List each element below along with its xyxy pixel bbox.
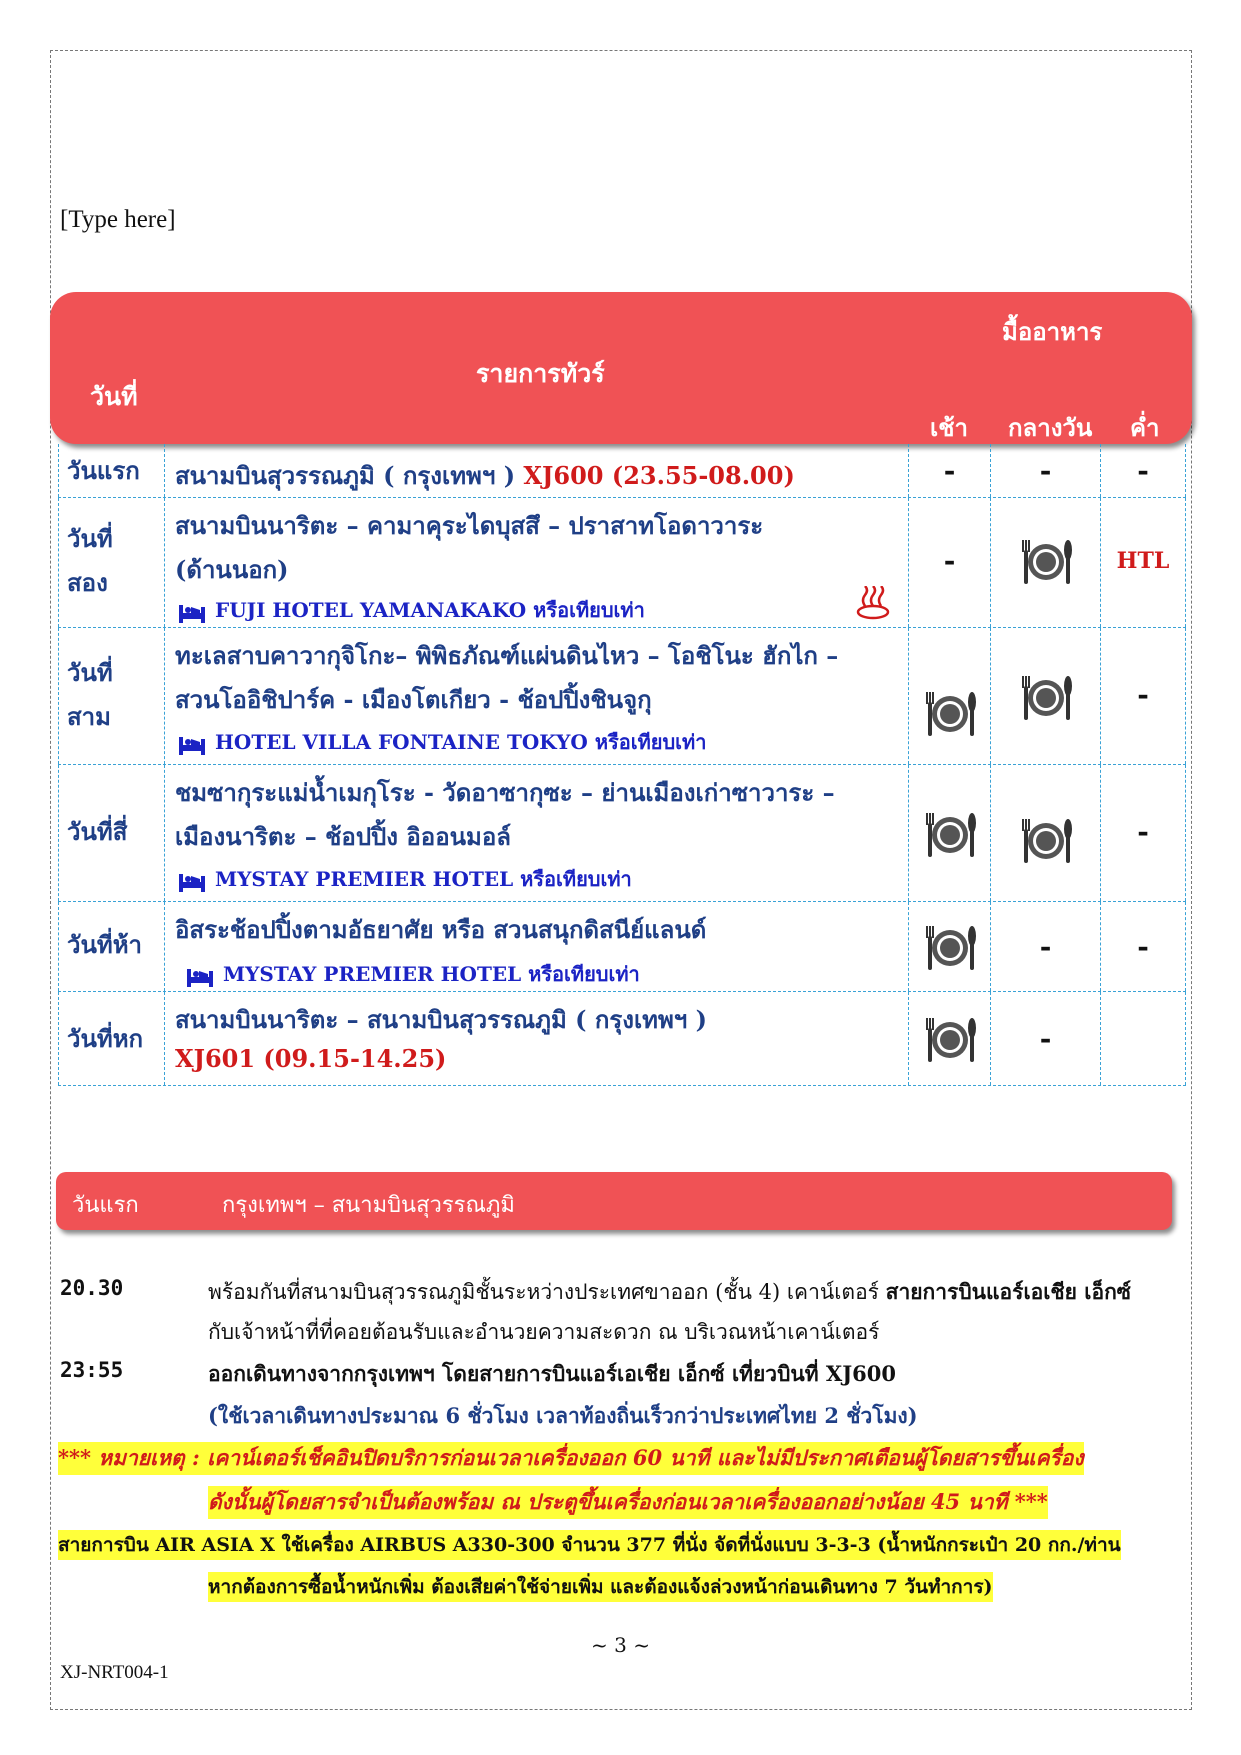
column-header-day: วันที่ <box>90 382 138 411</box>
column-header-lunch: กลางวัน <box>1008 413 1093 442</box>
schedule-time: 20.30 <box>60 1276 124 1300</box>
hotel-text: MYSTAY PREMIER HOTEL หรือเทียบเท่า <box>179 863 632 895</box>
day-label-2: สอง <box>67 568 108 597</box>
bed-icon <box>179 601 205 623</box>
section-day: วันแรก <box>72 1193 139 1218</box>
table-row <box>58 992 1186 1086</box>
header-placeholder[interactable]: [Type here] <box>60 206 176 233</box>
day-section-header <box>56 1172 1172 1230</box>
lunch-value: - <box>1039 454 1052 487</box>
day-label: วันที่สี่ <box>67 817 128 846</box>
meal-icon <box>1020 536 1072 588</box>
table-row <box>58 902 1186 992</box>
meal-icon <box>924 922 976 974</box>
meal-icon <box>924 1014 976 1066</box>
column-header-meals: มื้ออาหาร <box>1002 317 1103 346</box>
schedule-text-2: กับเจ้าหน้าที่ที่คอยต้อนรับและอำนวยความสะดวก ณ บริเวณหน้าเคาน์เตอร์ <box>208 1320 880 1344</box>
table-row <box>58 628 1186 765</box>
program-text-2: เมืองนาริตะ – ช้อปปิ้ง อิออนมอล์ <box>175 822 511 851</box>
program-text-2: สวนโออิชิปาร์ค - เมืองโตเกียว - ช้อปปิ้งชินจูกุ <box>175 685 652 714</box>
lunch-value: - <box>1039 930 1052 963</box>
itinerary-table <box>50 292 1192 1073</box>
meal-icon <box>1020 672 1072 724</box>
page-number: ~ 3 ~ <box>591 1633 650 1657</box>
schedule-text: พร้อมกันที่สนามบินสุวรรณภูมิชั้นระหว่างประเทศขาออก (ชั้น 4) เคาน์เตอร์ สายการบินแอร์เอเชีย เอ็กซ์ <box>208 1279 1132 1304</box>
meal-icon <box>1020 815 1072 867</box>
dinner-value: - <box>1137 930 1149 963</box>
bed-icon <box>187 965 213 987</box>
day-label: วันที่ห้า <box>67 930 142 959</box>
flight-number: XJ600 (23.55-08.00) <box>523 461 795 490</box>
airline-info: สายการบิน AIR ASIA X ใช้เครื่อง AIRBUS A330-300 จำนวน 377 ที่นั่ง จัดที่นั่งแบบ 3-3-3 (น้ำหนักกระเป๋า 20 กก./ท่าน <box>58 1530 1121 1560</box>
airline-info-2: หากต้องการซื้อน้ำหนักเพิ่ม ต้องเสียค่าใช้จ่ายเพิ่ม และต้องแจ้งล่วงหน้าก่อนเดินทาง 7 วันทำการ) <box>208 1572 993 1602</box>
schedule-text: ออกเดินทางจากกรุงเทพฯ โดยสายการบินแอร์เอเชีย เอ็กซ์ เที่ยวบินที่ XJ600 <box>208 1361 896 1386</box>
meal-icon <box>924 809 976 861</box>
hot-spring-icon <box>856 586 890 620</box>
breakfast-value: - <box>943 544 956 577</box>
hotel-text: HOTEL VILLA FONTAINE TOKYO หรือเทียบเท่า <box>179 726 706 758</box>
schedule-time: 23:55 <box>60 1358 124 1382</box>
hotel-text: MYSTAY PREMIER HOTEL หรือเทียบเท่า <box>187 958 640 990</box>
program-text-2: (ด้านนอก) <box>175 555 289 584</box>
day-label: วันแรก <box>67 456 140 485</box>
checkin-note: *** หมายเหตุ : เคาน์เตอร์เช็คอินปิดบริการก่อนเวลาเครื่องออก 60 นาที และไม่มีประกาศเตือนผู้โดยสารขึ้นเครื่อง <box>58 1442 1084 1475</box>
schedule-text-2: (ใช้เวลาเดินทางประมาณ 6 ชั่วโมง เวลาท้องถิ่นเร็วกว่าประเทศไทย 2 ชั่วโมง) <box>208 1403 918 1428</box>
program-text: ทะเลสาบคาวากุจิโกะ– พิพิธภัณฑ์แผ่นดินไหว – โอชิโนะ ฮักไก – <box>175 641 839 670</box>
column-header-dinner: ค่ำ <box>1130 413 1160 442</box>
day-label: วันที่ <box>67 524 113 553</box>
dinner-value: HTL <box>1116 548 1170 574</box>
table-header <box>50 292 1192 444</box>
dinner-value: - <box>1137 454 1149 487</box>
program-text: อิสระช้อปปิ้งตามอัธยาศัย หรือ สวนสนุกดิสนีย์แลนด์ <box>175 915 707 944</box>
breakfast-value: - <box>943 454 956 487</box>
section-title: กรุงเทพฯ – สนามบินสุวรรณภูมิ <box>222 1193 515 1218</box>
program-text: สนามบินนาริตะ – สนามบินสุวรรณภูมิ ( กรุงเทพฯ ) <box>175 1005 707 1034</box>
day-label: วันที่ <box>67 658 113 687</box>
footer-code: XJ-NRT004-1 <box>60 1662 169 1683</box>
flight-number: XJ601 (09.15-14.25) <box>175 1044 447 1073</box>
column-header-breakfast: เช้า <box>930 413 968 442</box>
table-row <box>58 765 1186 902</box>
bed-icon <box>179 870 205 892</box>
program-text: ชมซากุระแม่น้ำเมกุโระ - วัดอาซากุซะ – ย่านเมืองเก่าซาวาระ – <box>175 778 835 807</box>
table-row <box>58 498 1186 628</box>
table-row <box>58 444 1186 498</box>
bed-icon <box>179 733 205 755</box>
day-label: วันที่หก <box>67 1024 144 1053</box>
program-text: สนามบินนาริตะ – คามาคุระไดบุสสึ – ปราสาทโอดาวาระ <box>175 511 764 540</box>
hotel-text: FUJI HOTEL YAMANAKAKO หรือเทียบเท่า <box>179 594 645 626</box>
day-label-2: สาม <box>67 702 111 731</box>
column-header-program: รายการทัวร์ <box>476 359 605 388</box>
meal-icon <box>924 688 976 740</box>
checkin-note-2: ดังนั้นผู้โดยสารจำเป็นต้องพร้อม ณ ประตูขึ้นเครื่องก่อนเวลาเครื่องออกอย่างน้อย 45 นาที *** <box>208 1486 1048 1519</box>
program-text: สนามบินสุวรรณภูมิ ( กรุงเทพฯ ) XJ600 (23.55-08.00) <box>175 461 795 490</box>
lunch-value: - <box>1039 1022 1052 1055</box>
dinner-value: - <box>1137 815 1149 848</box>
dinner-value: - <box>1137 678 1149 711</box>
